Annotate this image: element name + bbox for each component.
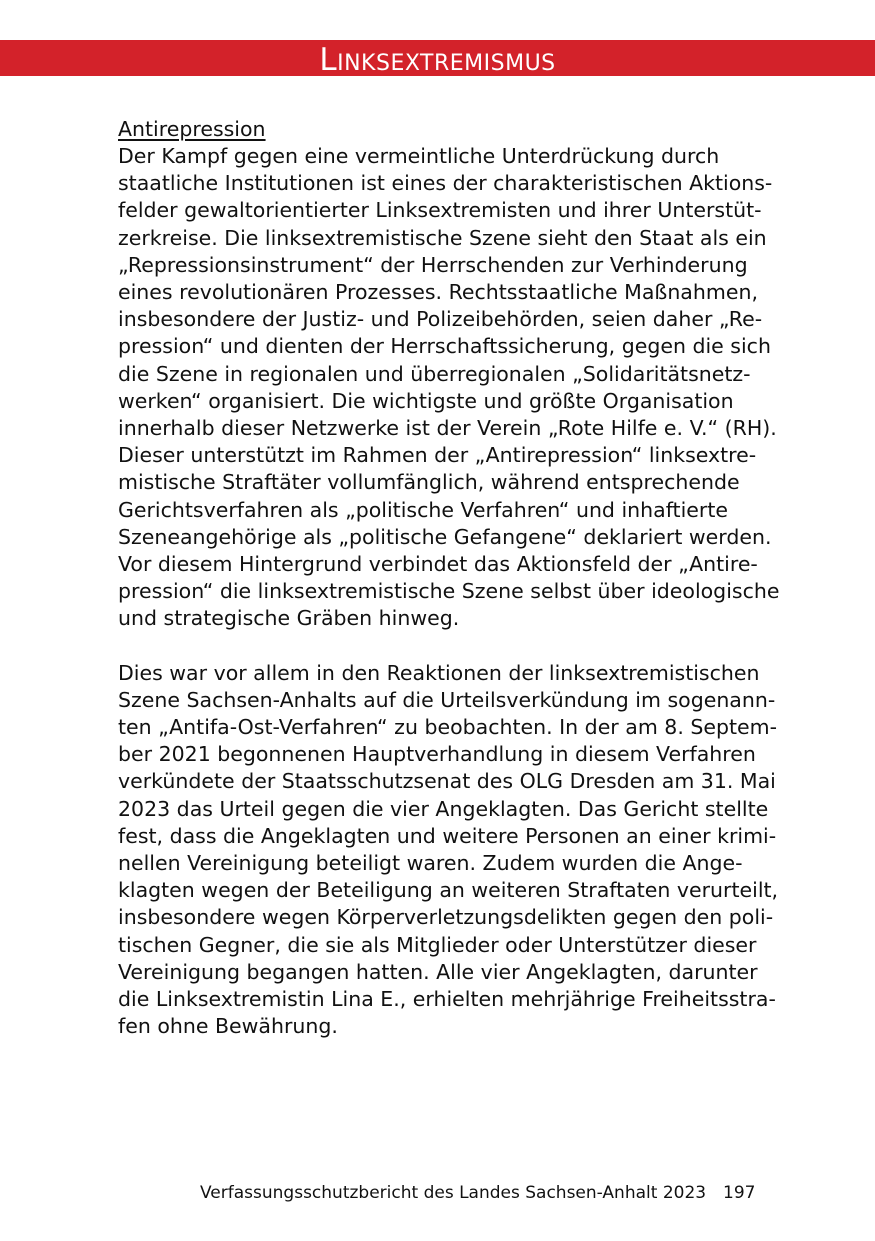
text-line: Vereinigung begangen hatten. Alle vier Angeklagten, darunter — [118, 959, 758, 984]
text-line: tischen Gegner, die sie als Mitglieder oder Unterstützer dieser — [118, 932, 757, 957]
text-line: Szene Sachsen-Anhalts auf die Urteilsverkündung im sogenann- — [118, 687, 776, 712]
text-line: „Repressionsinstrument“ der Herrschenden zur Verhinderung — [118, 252, 748, 277]
paragraph-2 — [118, 660, 779, 1041]
text-line: fest, dass die Angeklagten und weitere Personen an einer krimi- — [118, 823, 777, 848]
page-content — [118, 116, 780, 1041]
text-line: pression“ und dienten der Herrschaftssicherung, gegen die sich — [118, 334, 771, 359]
text-line: und strategische Gräben hinweg. — [118, 606, 460, 631]
text-line: zerkreise. Die linksextremistische Szene sieht den Staat als ein — [118, 225, 767, 250]
text-line: eines revolutionären Prozesses. Rechtsstaatliche Maßnahmen, — [118, 280, 758, 305]
text-line: innerhalb dieser Netzwerke ist der Verein „Rote Hilfe e. V.“ (RH). — [118, 416, 777, 441]
text-line: Szeneangehörige als „politische Gefangene“ deklariert werden. — [118, 524, 772, 549]
section-heading: Antirepression — [118, 117, 266, 141]
text-line: die Linksextremistin Lina E., erhielten mehrjährige Freiheitsstra- — [118, 987, 776, 1012]
text-line: pression“ die linksextremistische Szene selbst über ideologische — [118, 579, 780, 604]
text-line: Dies war vor allem in den Reaktionen der linksextremistischen — [118, 660, 760, 685]
chapter-title: Linksextremismus — [319, 42, 556, 78]
text-line: insbesondere der Justiz- und Polizeibehörden, seien daher „Re- — [118, 307, 763, 332]
text-line: Vor diesem Hintergrund verbindet das Aktionsfeld der „Antire- — [118, 552, 758, 577]
page-number: 197 — [723, 1183, 756, 1203]
paragraph-1 — [118, 143, 780, 633]
text-line: ber 2021 begonnenen Hauptverhandlung in diesem Verfahren — [118, 742, 756, 767]
paragraph-spacer — [118, 633, 768, 660]
text-line: die Szene in regionalen und überregionalen „Solidaritätsnetz- — [118, 361, 751, 386]
text-line: Dieser unterstützt im Rahmen der „Antirepression“ linksextre- — [118, 443, 757, 468]
text-line: insbesondere wegen Körperverletzungsdelikten gegen den poli- — [118, 905, 774, 930]
text-line: Gerichtsverfahren als „politische Verfahren“ und inhaftierte — [118, 497, 728, 522]
text-line: verkündete der Staatsschutzsenat des OLG Dresden am 31. Mai — [118, 769, 776, 794]
text-line: nellen Vereinigung beteiligt waren. Zudem wurden die Ange- — [118, 851, 743, 876]
text-line: mistische Straftäter vollumfänglich, während entsprechende — [118, 470, 740, 495]
text-line: staatliche Institutionen ist eines der charakteristischen Aktions- — [118, 171, 773, 196]
text-line: ten „Antifa-Ost-Verfahren“ zu beobachten. In der am 8. Septem- — [118, 715, 778, 740]
text-line: 2023 das Urteil gegen die vier Angeklagten. Das Gericht stellte — [118, 796, 769, 821]
text-line: fen ohne Bewährung. — [118, 1014, 338, 1039]
footer-publication-title: Verfassungsschutzbericht des Landes Sachsen-Anhalt 2023 — [200, 1183, 707, 1203]
text-line: felder gewaltorientierter Linksextremisten und ihrer Unterstüt- — [118, 198, 762, 223]
text-line: Der Kampf gegen eine vermeintliche Unterdrückung durch — [118, 144, 720, 168]
text-line: werken“ organisiert. Die wichtigste und größte Organisation — [118, 388, 734, 413]
text-line: klagten wegen der Beteiligung an weiteren Straftaten verurteilt, — [118, 878, 779, 903]
